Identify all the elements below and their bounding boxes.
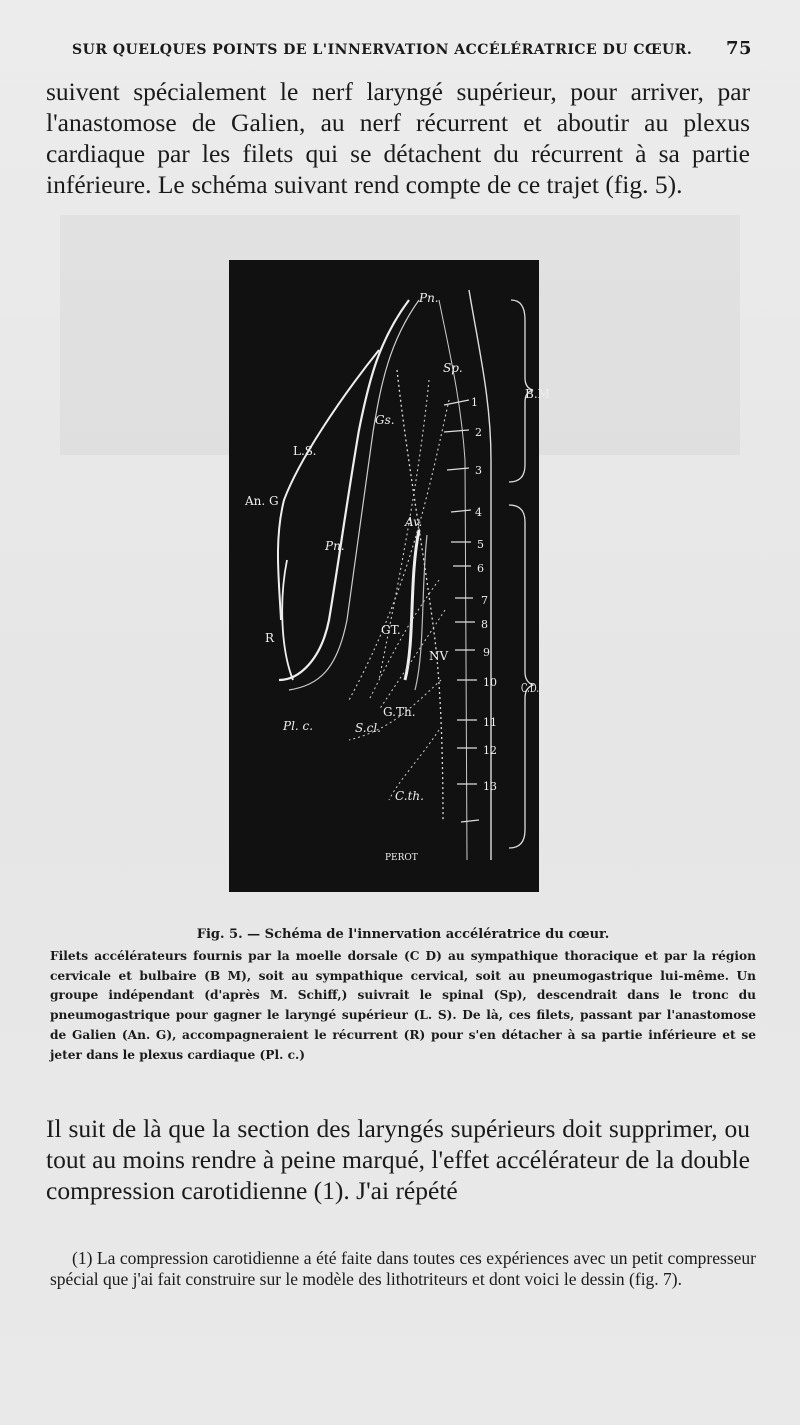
footnote-text: (1) La compression carotidienne a été faite dans toutes ces expériences avec un petit compresseur spécial que j'ai fait construire sur le modèle des lithotriteurs et dont voici le dessin (fig. 7). bbox=[50, 1248, 756, 1289]
laryngeal-superior bbox=[278, 350, 379, 620]
label-gt: GT. bbox=[381, 623, 401, 637]
label-r: R bbox=[265, 631, 275, 645]
label-s-cl: S.cl. bbox=[355, 721, 381, 735]
vertebra-number: 7 bbox=[481, 594, 488, 607]
label-gs: Gs. bbox=[375, 413, 395, 427]
figure-caption bbox=[50, 925, 756, 1066]
cardiac-plexus bbox=[349, 580, 445, 800]
label-ls: L.S. bbox=[293, 444, 317, 458]
engraver-signature: PEROT bbox=[385, 853, 418, 863]
sympathetic-chain bbox=[397, 370, 443, 820]
vertebra-number: 8 bbox=[481, 618, 488, 631]
spinal-cord-outline bbox=[469, 290, 491, 860]
label-g-th: G.Th. bbox=[383, 705, 416, 719]
cd-brace bbox=[509, 505, 533, 848]
label-nv: NV bbox=[429, 649, 449, 663]
recurrent-nerve bbox=[282, 560, 293, 680]
running-head bbox=[72, 38, 752, 59]
spinal-cord-inner bbox=[439, 300, 467, 860]
vertebra-number: 11 bbox=[483, 716, 497, 729]
vertebra-number: 1 bbox=[471, 396, 478, 409]
paragraph-2: Il suit de là que la section des laryngés supérieurs doit supprimer, ou tout au moins rendre à peine marqué, l'effet accélérateur de la double compression carotidienne (1). J'ai répété bbox=[46, 1114, 750, 1205]
vertebra-number: 10 bbox=[483, 676, 497, 689]
label-pl-c: Pl. c. bbox=[283, 719, 314, 733]
aorta bbox=[405, 530, 419, 680]
caption-title: Fig. 5. — Schéma de l'innervation accélératrice du cœur. bbox=[196, 927, 610, 942]
caption-text: Filets accélérateurs fournis par la moelle dorsale (C D) au sympathique thoracique et par la région cervicale et bulbaire (B M), soit au sympathique cervical, soit au pneumogastrique lui-même. Un groupe indépendant (d'après M. Schiff,) suivrait le spinal (Sp), descendrait dans le tronc du pneumogastrique pour gagner le laryngé supérieur (L. S). De là, ces filets, passant par l'anastomose de Galien (An. G), accompagneraient le récurrent (R) pour s'en détacher à sa partie inférieure et se jeter dans le plexus cardiaque (Pl. c.) bbox=[50, 948, 756, 1062]
vertebra-number: 3 bbox=[475, 464, 482, 477]
label-c-th: C.th. bbox=[395, 789, 424, 803]
label-cd: C.D. bbox=[521, 681, 539, 695]
label-pn-mid: Pn. bbox=[325, 539, 345, 553]
vertebra-number: 6 bbox=[477, 562, 484, 575]
figure-5-plate bbox=[229, 260, 550, 892]
vertebra-number: 13 bbox=[483, 780, 497, 793]
vertebra-number: 9 bbox=[483, 646, 490, 659]
spinal-roots bbox=[444, 400, 479, 822]
vertebra-number: 4 bbox=[475, 506, 482, 519]
page-number: 75 bbox=[725, 38, 752, 59]
vertebra-number: 2 bbox=[475, 426, 482, 439]
vertebra-numbers bbox=[471, 396, 497, 793]
label-pn-top: Pn. bbox=[419, 291, 439, 305]
footnote bbox=[50, 1248, 756, 1289]
label-bm: B.M bbox=[525, 387, 550, 401]
running-head-title: SUR QUELQUES POINTS DE L'INNERVATION ACCÉLÉRATRICE DU CŒUR. bbox=[72, 42, 693, 58]
label-an-g: An. G bbox=[245, 494, 279, 508]
label-sp: Sp. bbox=[443, 361, 463, 375]
vertebra-number: 5 bbox=[477, 538, 484, 551]
paragraph-1: suivent spécialement le nerf laryngé supérieur, pour arriver, par l'anastomose de Galien, au nerf récurrent et aboutir au plexus cardiaque par les filets qui se détachent du récurrent à sa partie inférieure. Le schéma suivant rend compte de ce trajet (fig. 5). bbox=[46, 77, 750, 199]
vertebra-number: 12 bbox=[483, 744, 497, 757]
innervation-schema bbox=[229, 260, 550, 892]
label-av: Av. bbox=[405, 515, 423, 529]
